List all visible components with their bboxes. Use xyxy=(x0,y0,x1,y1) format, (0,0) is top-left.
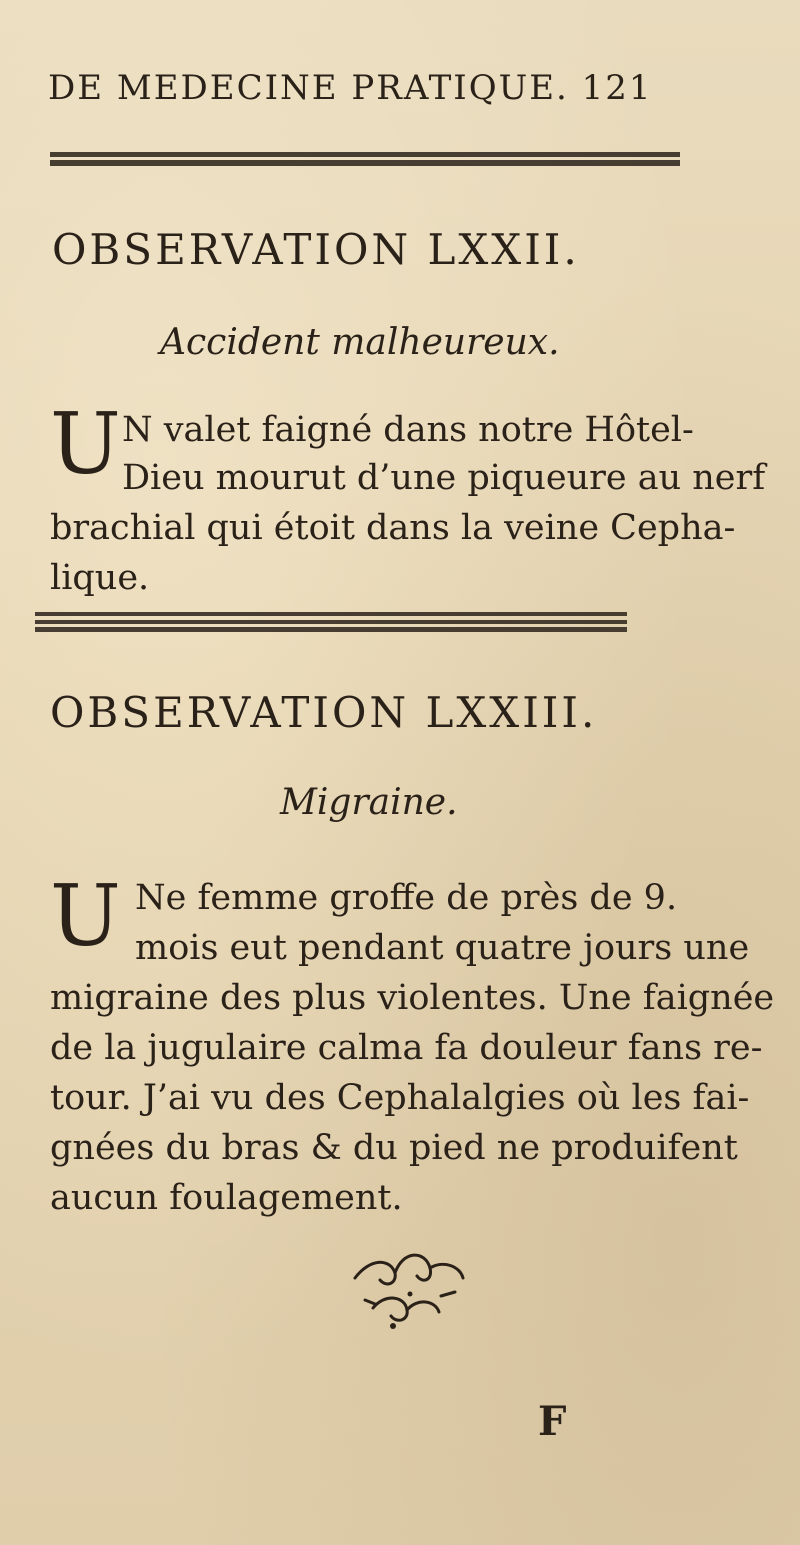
observation-72-dropcap: U xyxy=(50,395,121,493)
observation-72-line: brachial qui étoit dans la veine Cepha- xyxy=(50,508,736,548)
observation-73-line: tour. J’ai vu des Cephalalgies où les fai- xyxy=(50,1078,750,1118)
running-head: DE MEDECINE PRATIQUE. 121 xyxy=(48,68,653,108)
observation-72-line: lique. xyxy=(50,558,150,598)
observation-73-dropcap: U xyxy=(50,867,121,965)
observation-73-line: de la jugulaire calma fa douleur fans re- xyxy=(50,1028,763,1068)
signature-mark: F xyxy=(538,1398,567,1445)
section-divider-middle xyxy=(35,612,627,632)
observation-73-subtitle: Migraine. xyxy=(280,782,458,823)
observation-73-line: gnées du bras & du pied ne produifent xyxy=(50,1128,738,1168)
observation-72-title: OBSERVATION LXXII. xyxy=(52,225,580,274)
observation-73-line: aucun foulagement. xyxy=(50,1178,403,1218)
section-divider-top xyxy=(50,152,680,166)
observation-72-line: Dieu mourut d’une piqueure au nerf xyxy=(122,458,766,498)
observation-73-line: Ne femme groffe de près de 9. xyxy=(135,878,678,918)
observation-73-title: OBSERVATION LXXIII. xyxy=(50,688,598,737)
observation-72-subtitle: Accident malheureux. xyxy=(160,322,560,363)
observation-72-line: N valet faigné dans notre Hôtel- xyxy=(122,410,694,450)
tailpiece-ornament-icon xyxy=(335,1238,485,1338)
observation-73-line: migraine des plus violentes. Une faignée xyxy=(50,978,775,1018)
observation-73-line: mois eut pendant quatre jours une xyxy=(135,928,750,968)
